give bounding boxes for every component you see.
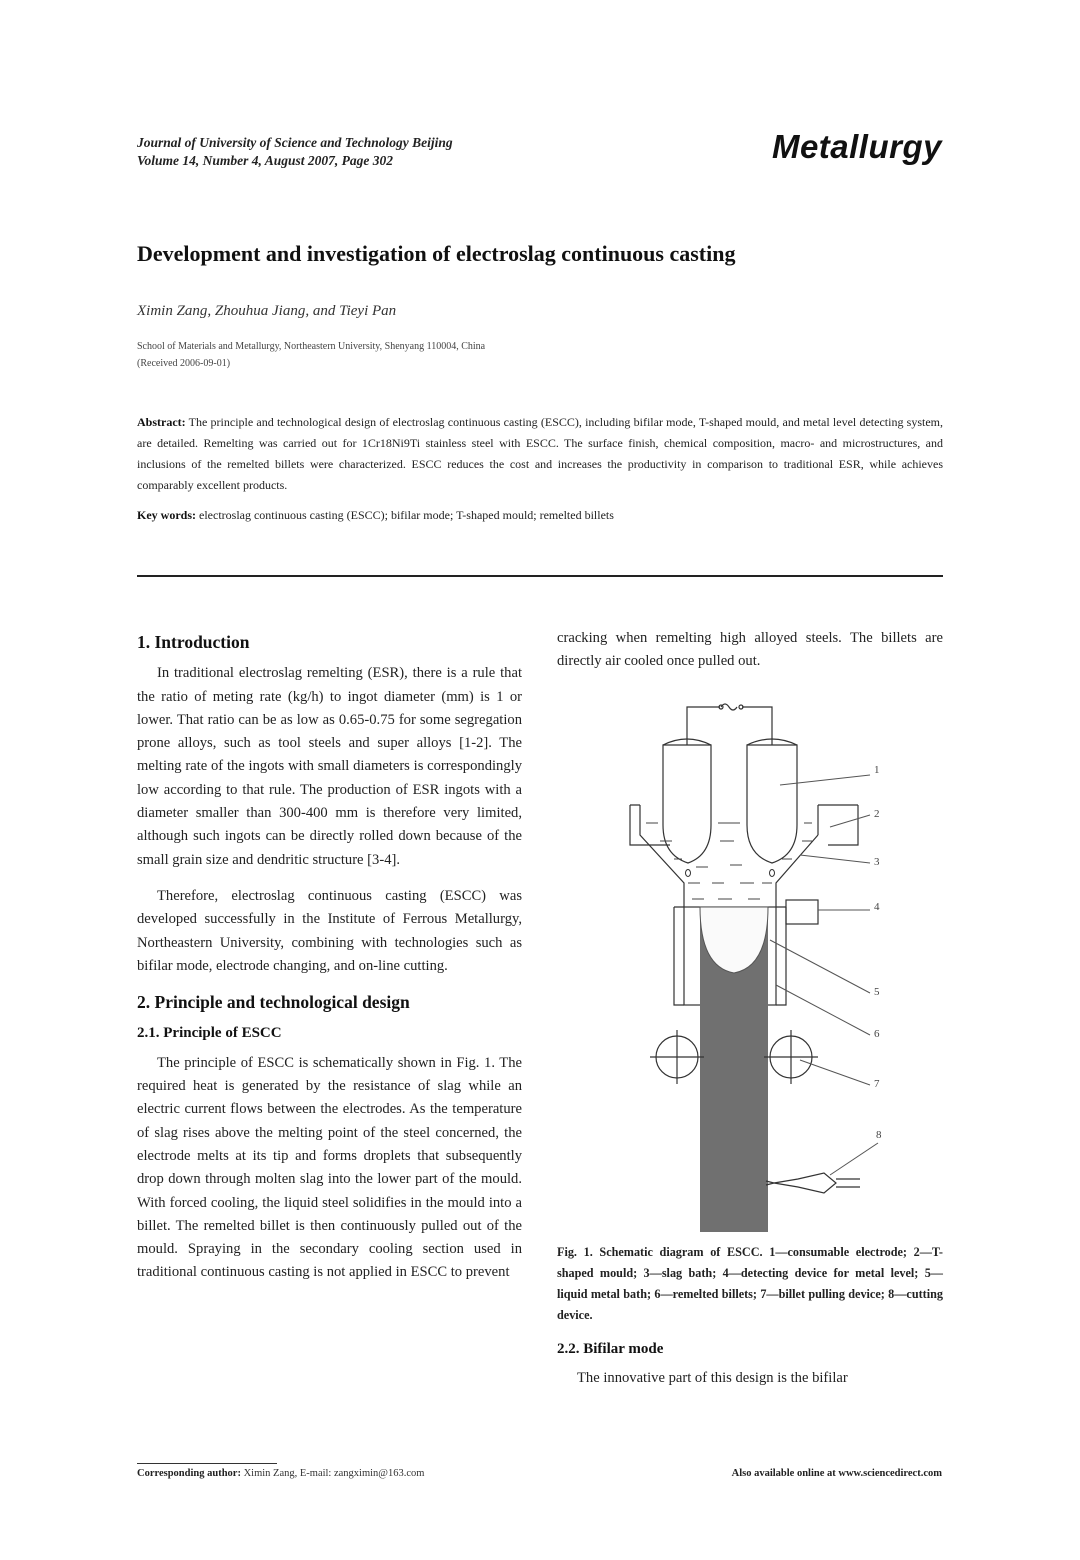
header-divider <box>137 575 943 577</box>
escc-schematic <box>600 695 910 1235</box>
section-2-1-heading: 2.1. Principle of ESCC <box>137 1025 282 1042</box>
keywords <box>137 506 943 524</box>
journal-info <box>137 134 453 170</box>
electrode-left <box>663 745 711 863</box>
figure-label-2: 2 <box>874 808 880 820</box>
corresponding-text: Ximin Zang, E-mail: zangximin@163.com <box>243 1468 425 1479</box>
figure-labels <box>874 764 882 1141</box>
abstract <box>137 412 943 496</box>
abstract-text: The principle and technological design of electroslag continuous casting (ESCC), including bifilar mode, T-shaped mould, and metal level detecting system, are detailed. Remelting was carried out for 1Cr18Ni9Ti stainless steel with ESCC. The surface finish, chemical composition, macro- and microstructures, and inclusions of the remelted billets were characterized. ESCC reduces the cost and increases the productivity in comparison to traditional ESR, while achieves comparably excellent products. <box>137 415 943 492</box>
level-detector <box>786 900 818 924</box>
footnote-divider <box>137 1463 277 1464</box>
affiliation-block <box>137 338 485 372</box>
figure-caption: Fig. 1. Schematic diagram of ESCC. 1—consumable electrode; 2—T-shaped mould; 3—slag bath; 4—detecting device for metal level; 5—liquid metal bath; 6—remelted billets; 7—billet pulling device; 8—cutting device. <box>557 1245 943 1322</box>
figure-label-7: 7 <box>874 1078 880 1090</box>
left-column <box>137 631 522 1298</box>
journal-volume: Volume 14, Number 4, August 2007, Page 302 <box>137 153 394 168</box>
figure-label-3: 3 <box>874 856 880 868</box>
abstract-label: Abstract: <box>137 415 186 429</box>
affiliation: School of Materials and Metallurgy, Northeastern University, Shenyang 110004, China <box>137 341 486 352</box>
received-date: (Received 2006-09-01) <box>137 358 231 369</box>
section-tag: Metallurgy <box>771 128 942 165</box>
section-2-2-paragraph: The innovative part of this design is the bifilar <box>577 1370 848 1387</box>
figure-label-1: 1 <box>874 764 880 776</box>
keywords-text: electroslag continuous casting (ESCC); bifilar mode; T-shaped mould; remelted billets <box>199 508 614 522</box>
journal-name: Journal of University of Science and Technology Beijing <box>137 135 453 150</box>
section-2-1-paragraph: The principle of ESCC is schematically shown in Fig. 1. The required heat is generated by the resistance of slag while an electric current flows between the electrodes. As the temperature of slag rises above the melting point of the steel concerned, the electrode melts at its tip and forms droplets that subsequently drop down through molten slag into the lower part of the mould. With forced cooling, the liquid steel solidifies in the mould into a billet. The remelted billet is then continuously pulled out of the mould. Spraying in the secondary cooling section used in traditional continuous casting is not applied in ESCC to prevent <box>137 1054 522 1281</box>
right-column-bottom <box>557 1338 943 1404</box>
intro-heading: 1. Introduction <box>137 632 250 652</box>
article-title: Development and investigation of electroslag continuous casting <box>137 241 736 266</box>
figure-label-4: 4 <box>874 901 880 913</box>
figure-label-6: 6 <box>874 1028 880 1040</box>
section-2-heading: 2. Principle and technological design <box>137 992 410 1013</box>
figure-label-5: 5 <box>874 986 880 998</box>
intro-paragraph-1: In traditional electroslag remelting (ESR), there is a rule that the ratio of meting rate (kg/h) to ingot diameter (mm) is 1 or lower. That ratio can be as low as 0.65-0.75 for some segregation prone alloys, such as tool steels and super alloys [1-2]. The melting rate of the ingots with small diameters is correspondingly low according to that rule. The production of ESR ingots with a diameter smaller than 300-400 mm is therefore very limited, although such ingots can be directly rolled down because of the small grain size and dendritic structure [3-4]. <box>137 665 522 868</box>
section-2-2-heading: 2.2. Bifilar mode <box>557 1341 664 1357</box>
keywords-label: Key words: <box>137 508 196 522</box>
cutting-device <box>766 1173 860 1193</box>
figure-label-8: 8 <box>876 1129 882 1141</box>
online-availability: Also available online at www.sciencedirect.com <box>731 1468 942 1479</box>
droplets <box>686 870 775 877</box>
corresponding-label: Corresponding author: <box>137 1468 241 1479</box>
electrode-right <box>747 745 797 863</box>
intro-paragraph-2: Therefore, electroslag continuous casting (ESCC) was developed successfully in the Institute of Ferrous Metallurgy, Northeastern University, combining with technologies such as bifilar mode, electrode changing, and on-line cutting. <box>137 887 522 974</box>
right-column-top <box>557 627 943 687</box>
authors: Ximin Zang, Zhouhua Jiang, and Tieyi Pan <box>137 303 397 319</box>
corresponding-author <box>137 1468 424 1479</box>
right-paragraph-1: cracking when remelting high alloyed steels. The billets are directly air cooled once pulled out. <box>557 630 943 670</box>
